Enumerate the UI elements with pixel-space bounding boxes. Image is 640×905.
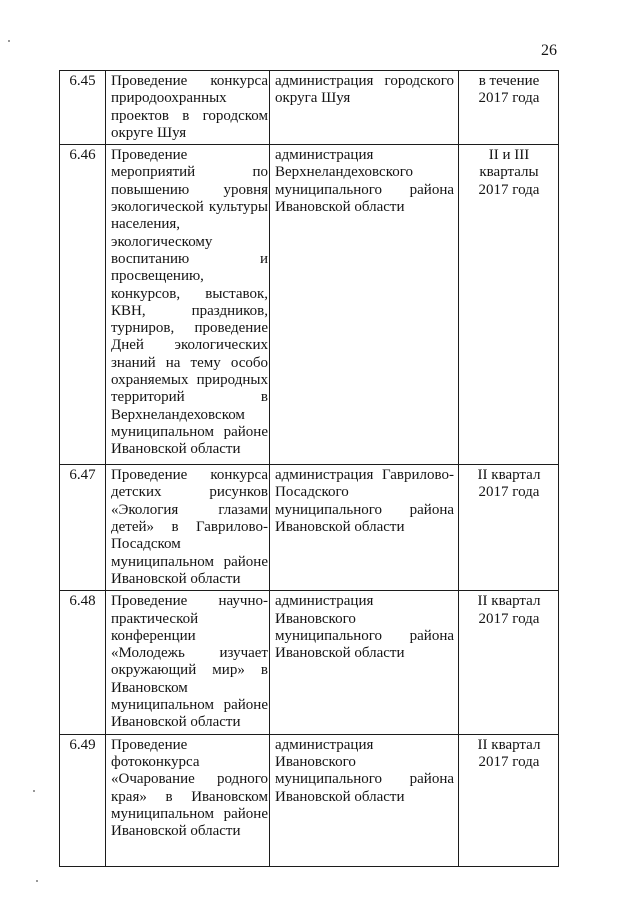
term-cell: в течение 2017 года xyxy=(459,71,559,145)
row-number: 6.47 xyxy=(60,465,106,591)
activity-cell xyxy=(106,71,270,145)
organization-cell: администрация городского округа Шуя xyxy=(270,71,459,145)
row-number: 6.46 xyxy=(60,145,106,465)
table-row xyxy=(60,465,559,591)
page-number: 26 xyxy=(541,42,557,59)
organization-cell: администрация Ивановского муниципального района Ивановской области xyxy=(270,591,459,734)
table-row xyxy=(60,145,559,465)
activity-cell xyxy=(106,145,270,465)
activity-text: Проведение мероприятий по повышению уровня экологической культуры населения, экологическому воспитанию и просвещению, конкурсов, выставок, КВН, праздников, турниров, проведение Дней экологических знаний на тему особо охраняемых природных территорий в Верхнеландеховском муниципальном районе Ивановской области xyxy=(111,147,268,458)
scan-speck xyxy=(33,790,35,792)
table-row xyxy=(60,71,559,145)
term-cell: II квартал 2017 года xyxy=(459,465,559,591)
term-cell: II квартал 2017 года xyxy=(459,734,559,866)
term-cell: II квартал 2017 года xyxy=(459,591,559,734)
activity-text: Проведение конкурса природоохранных проектов в городском округе Шуя xyxy=(111,73,268,141)
scan-speck xyxy=(36,880,38,882)
activity-text: Проведение фотоконкурса «Очарование родного края» в Ивановском муниципальном районе Ивановской области xyxy=(111,736,268,840)
organization-cell: администрация Ивановского муниципального района Ивановской области xyxy=(270,734,459,866)
scan-speck xyxy=(8,40,10,42)
activity-cell xyxy=(106,465,270,591)
row-number: 6.48 xyxy=(60,591,106,734)
events-table xyxy=(59,70,559,867)
activity-cell xyxy=(106,734,270,866)
row-number: 6.45 xyxy=(60,71,106,145)
table-row xyxy=(60,734,559,866)
table-row xyxy=(60,591,559,734)
row-number: 6.49 xyxy=(60,734,106,866)
activity-cell xyxy=(106,591,270,734)
organization-cell: администрация Верхнеландеховского муниципального района Ивановской области xyxy=(270,145,459,465)
activity-text: Проведение конкурса детских рисунков «Экология глазами детей» в Гаврилово-Посадском муниципальном районе Ивановской области xyxy=(111,467,268,587)
activity-text: Проведение научно-практической конференции «Молодежь изучает окружающий мир» в Ивановском муниципальном районе Ивановской области xyxy=(111,593,268,731)
term-cell: II и III кварталы 2017 года xyxy=(459,145,559,465)
organization-cell: администрация Гаврилово-Посадского муниципального района Ивановской области xyxy=(270,465,459,591)
